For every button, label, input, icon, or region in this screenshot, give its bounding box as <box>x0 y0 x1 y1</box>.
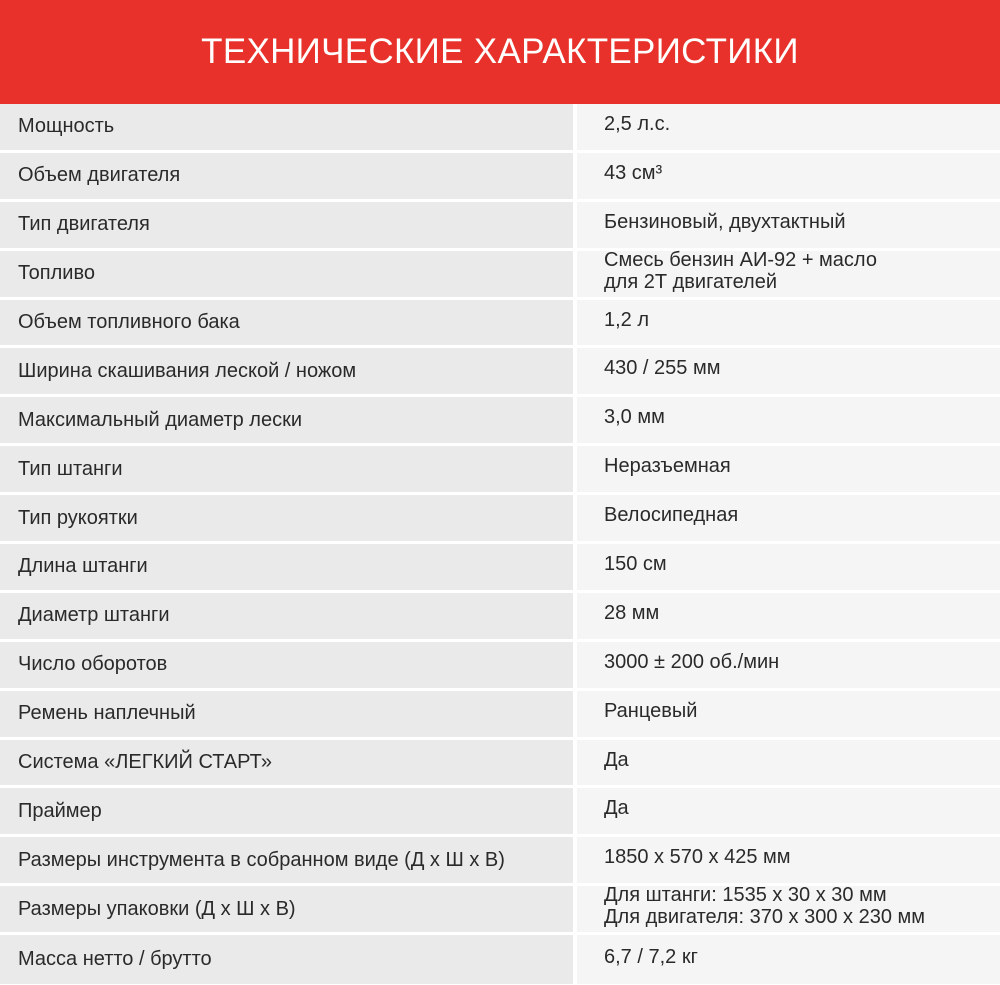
spec-value <box>577 348 1000 394</box>
spec-value <box>577 740 1000 786</box>
spec-value-line: 28 мм <box>604 601 660 624</box>
spec-value <box>577 886 1000 932</box>
spec-value-line: Да <box>604 748 629 771</box>
spec-value-line: 430 / 255 мм <box>604 357 721 380</box>
spec-label: Масса нетто / брутто <box>0 935 573 984</box>
spec-row <box>0 837 1000 886</box>
spec-value <box>577 544 1000 590</box>
spec-value <box>577 495 1000 541</box>
spec-value-line: 1850 х 570 х 425 мм <box>604 846 791 869</box>
spec-value <box>577 202 1000 248</box>
spec-value <box>577 104 1000 150</box>
spec-value-line: Велосипедная <box>604 504 739 527</box>
spec-value-line: Ранцевый <box>604 699 698 722</box>
spec-value <box>577 397 1000 443</box>
spec-value-line: Для двигателя: 370 х 300 х 230 мм <box>604 906 926 929</box>
spec-value <box>577 300 1000 346</box>
spec-value-line: Бензиновый, двухтактный <box>604 210 846 233</box>
spec-value <box>577 642 1000 688</box>
header-banner <box>0 0 1000 104</box>
spec-row <box>0 886 1000 935</box>
spec-value <box>577 788 1000 834</box>
spec-row <box>0 691 1000 740</box>
spec-label: Объем топливного бака <box>0 300 573 346</box>
spec-row <box>0 446 1000 495</box>
spec-label: Система «ЛЕГКИЙ СТАРТ» <box>0 740 573 786</box>
spec-value-line: 1,2 л <box>604 308 650 331</box>
spec-label: Праймер <box>0 788 573 834</box>
spec-label: Диаметр штанги <box>0 593 573 639</box>
spec-row <box>0 544 1000 593</box>
spec-value-line: Смесь бензин АИ-92 + масло <box>604 248 877 271</box>
spec-label: Мощность <box>0 104 573 150</box>
spec-label: Ширина скашивания леской / ножом <box>0 348 573 394</box>
spec-row <box>0 642 1000 691</box>
spec-label: Размеры упаковки (Д х Ш х В) <box>0 886 573 932</box>
spec-row <box>0 495 1000 544</box>
spec-row <box>0 397 1000 446</box>
spec-value-line: 2,5 л.с. <box>604 112 671 135</box>
spec-row <box>0 593 1000 642</box>
spec-row <box>0 248 1000 300</box>
spec-label: Размеры инструмента в собранном виде (Д х Ш х В) <box>0 837 573 883</box>
spec-label: Ремень наплечный <box>0 691 573 737</box>
spec-row <box>0 740 1000 789</box>
spec-label: Объем двигателя <box>0 153 573 199</box>
spec-row <box>0 935 1000 984</box>
spec-value-line: 3000 ± 200 об./мин <box>604 650 780 673</box>
spec-value-line: для 2Т двигателей <box>604 270 777 293</box>
page-title: ТЕХНИЧЕСКИЕ ХАРАКТЕРИСТИКИ <box>201 32 799 71</box>
spec-value-line: 43 см³ <box>604 161 663 184</box>
spec-label: Топливо <box>0 251 573 297</box>
spec-value <box>577 935 1000 984</box>
spec-row <box>0 104 1000 153</box>
spec-value <box>577 446 1000 492</box>
spec-value <box>577 153 1000 199</box>
spec-value <box>577 691 1000 737</box>
spec-value-line: 150 см <box>604 552 667 575</box>
spec-row <box>0 202 1000 251</box>
spec-value-line: Да <box>604 797 629 820</box>
spec-value-line: 6,7 / 7,2 кг <box>604 945 698 968</box>
spec-label: Число оборотов <box>0 642 573 688</box>
spec-label: Тип штанги <box>0 446 573 492</box>
spec-value-line: Для штанги: 1535 х 30 х 30 мм <box>604 884 887 907</box>
spec-value <box>577 248 1000 297</box>
spec-label: Длина штанги <box>0 544 573 590</box>
spec-row <box>0 153 1000 202</box>
spec-label: Максимальный диаметр лески <box>0 397 573 443</box>
spec-table <box>0 104 1000 984</box>
spec-value-line: Неразъемная <box>604 455 731 478</box>
spec-row <box>0 348 1000 397</box>
spec-row <box>0 300 1000 349</box>
spec-label: Тип рукоятки <box>0 495 573 541</box>
spec-value-line: 3,0 мм <box>604 406 665 429</box>
spec-label: Тип двигателя <box>0 202 573 248</box>
spec-value <box>577 837 1000 883</box>
spec-row <box>0 788 1000 837</box>
spec-value <box>577 593 1000 639</box>
